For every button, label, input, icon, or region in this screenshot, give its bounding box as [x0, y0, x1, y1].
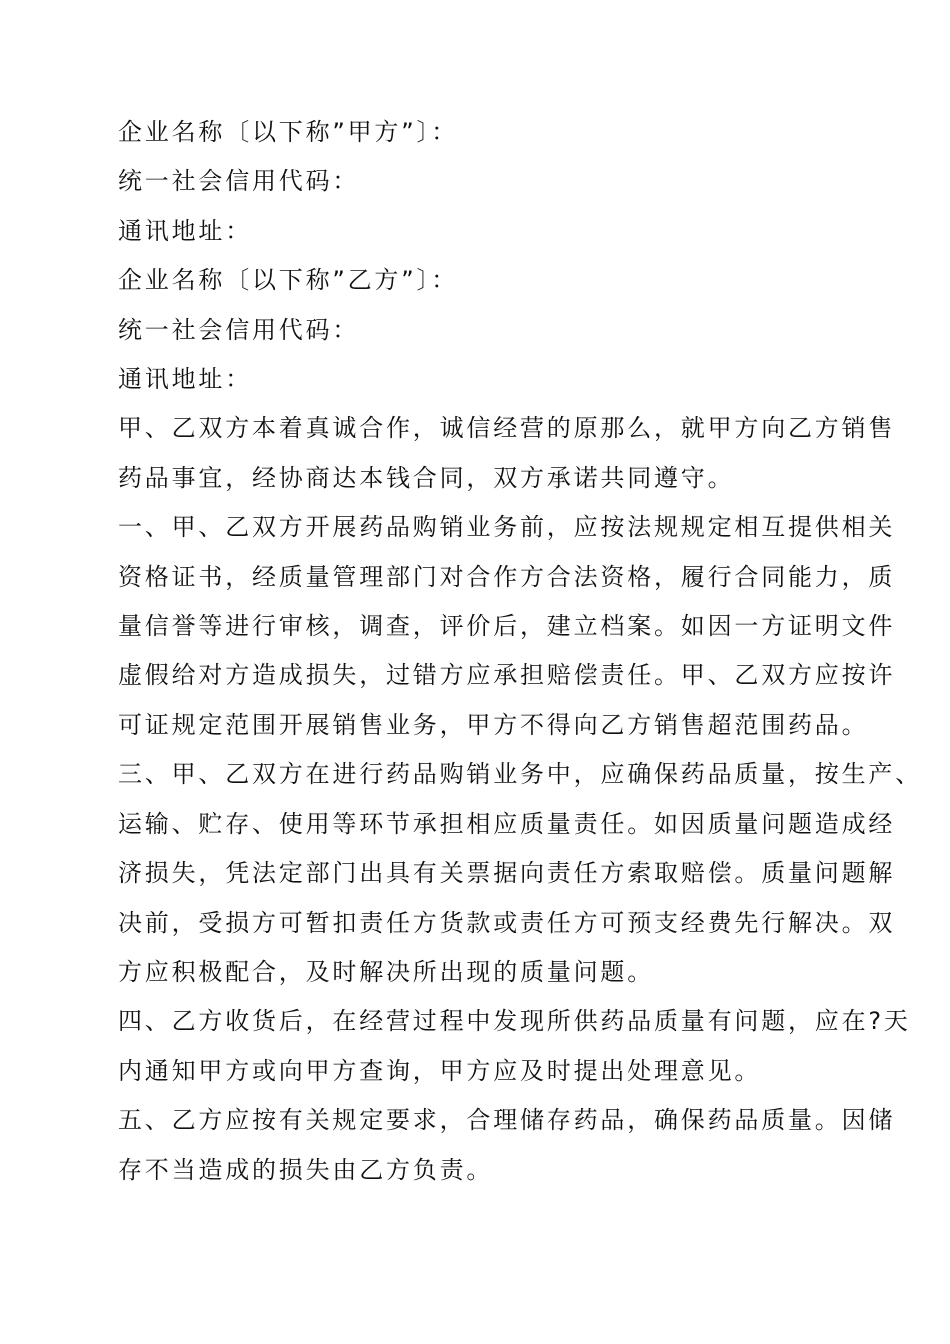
clause-1-line: 一、甲、乙双方开展药品购销业务前，应按法规规定相互提供相关 — [118, 513, 896, 542]
clause-1-line: 虚假给对方造成损失，过错方应承担赔偿责任。甲、乙双方应按许 — [118, 661, 896, 690]
party-a-credit-code-line: 统一社会信用代码： — [118, 167, 360, 196]
party-b-address-line: 通讯地址： — [118, 365, 252, 394]
party-a-address-line: 通讯地址： — [118, 216, 252, 245]
clause-3-line: 运输、贮存、使用等环节承担相应质量责任。如因质量问题造成经 — [118, 809, 896, 838]
party-b-credit-code-line: 统一社会信用代码： — [118, 315, 360, 344]
clause-3-line: 三、甲、乙双方在进行药品购销业务中，应确保药品质量，按生产、 — [118, 760, 922, 789]
clause-1-line: 可证规定范围开展销售业务，甲方不得向乙方销售超范围药品。 — [118, 710, 869, 739]
document-body — [118, 108, 922, 1195]
clause-3-line: 决前，受损方可暂扣责任方货款或责任方可预支经费先行解决。双 — [118, 908, 896, 937]
clause-3-line: 方应积极配合，及时解决所出现的质量问题。 — [118, 957, 654, 986]
clause-1-line: 量信誉等进行审核，调查，评价后，建立档案。如因一方证明文件 — [118, 612, 896, 641]
clause-5-line: 五、乙方应按有关规定要求，合理储存药品，确保药品质量。因储 — [118, 1106, 896, 1135]
clause-1-line: 资格证书，经质量管理部门对合作方合法资格，履行合同能力，质 — [118, 562, 896, 591]
clause-5-line: 存不当造成的损失由乙方负责。 — [118, 1155, 494, 1184]
party-a-name-line: 企业名称〔以下称”甲方”〕： — [118, 118, 459, 146]
preamble-line: 药品事宜，经协商达本钱合同，双方承诺共同遵守。 — [118, 463, 735, 492]
clause-3-line: 济损失，凭法定部门出具有关票据向责任方索取赔偿。质量问题解 — [118, 859, 896, 888]
clause-4-line: 内通知甲方或向甲方查询，甲方应及时提出处理意见。 — [118, 1056, 762, 1085]
party-b-name-line: 企业名称〔以下称”乙方”〕： — [118, 266, 459, 295]
preamble-line: 甲、乙双方本着真诚合作，诚信经营的原那么，就甲方向乙方销售 — [118, 414, 896, 443]
clause-4-line: 四、乙方收货后，在经营过程中发现所供药品质量有问题，应在?天 — [118, 1007, 911, 1036]
